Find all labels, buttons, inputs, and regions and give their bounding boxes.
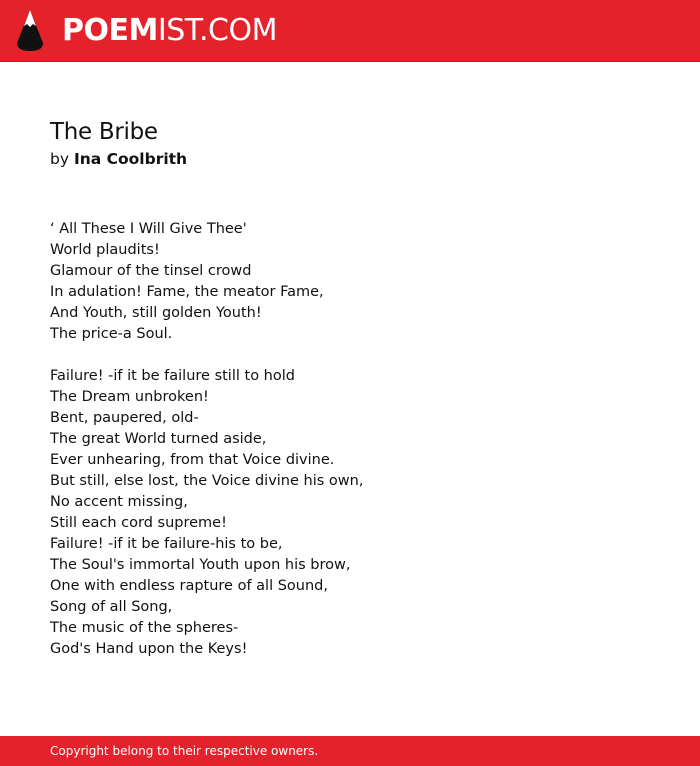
- poem-line: The great World turned aside,: [50, 431, 267, 447]
- site-logo-text[interactable]: [62, 11, 277, 51]
- poem-line: The Dream unbroken!: [50, 389, 209, 405]
- poem-line: Failure! -if it be failure still to hold: [50, 368, 295, 384]
- copyright-notice: Copyright belong to their respective owners.: [50, 744, 319, 758]
- poem-author: Ina Coolbrith: [73, 150, 188, 168]
- pencil-logo-icon[interactable]: [17, 10, 43, 51]
- site-header: [0, 0, 700, 62]
- poem-line: The price-a Soul.: [50, 326, 173, 342]
- poem-line: One with endless rapture of all Sound,: [50, 578, 328, 594]
- poem-line: God's Hand upon the Keys!: [50, 641, 248, 657]
- poem-line: No accent missing,: [50, 494, 188, 510]
- poem-title: The Bribe: [50, 119, 158, 145]
- poem-line: But still, else lost, the Voice divine his own,: [50, 473, 364, 489]
- poem-line: World plaudits!: [50, 242, 160, 258]
- poem-stanza-2: [50, 366, 650, 660]
- poem-line: The music of the spheres-: [50, 620, 239, 636]
- poem-body: [50, 219, 650, 660]
- poem-line: Glamour of the tinsel crowd: [50, 263, 252, 279]
- poem-content: [50, 116, 650, 681]
- logo-light-text: IST.COM: [157, 13, 277, 48]
- poem-line: The Soul's immortal Youth upon his brow,: [50, 557, 351, 573]
- poem-line: In adulation! Fame, the meator Fame,: [50, 284, 324, 300]
- poem-line: Still each cord supreme!: [50, 515, 227, 531]
- poem-stanza-1: [50, 219, 650, 345]
- poem-byline: [50, 148, 650, 170]
- site-footer: [0, 736, 700, 766]
- poem-line: And Youth, still golden Youth!: [50, 305, 262, 321]
- logo-bold-text: POEM: [62, 13, 158, 48]
- poem-line: Failure! -if it be failure-his to be,: [50, 536, 283, 552]
- poem-line: Song of all Song,: [50, 599, 173, 615]
- poem-line: ‘ All These I Will Give Thee': [50, 221, 247, 237]
- poem-line: Bent, paupered, old-: [50, 410, 199, 426]
- poem-line: Ever unhearing, from that Voice divine.: [50, 452, 335, 468]
- byline-label: by: [50, 150, 70, 168]
